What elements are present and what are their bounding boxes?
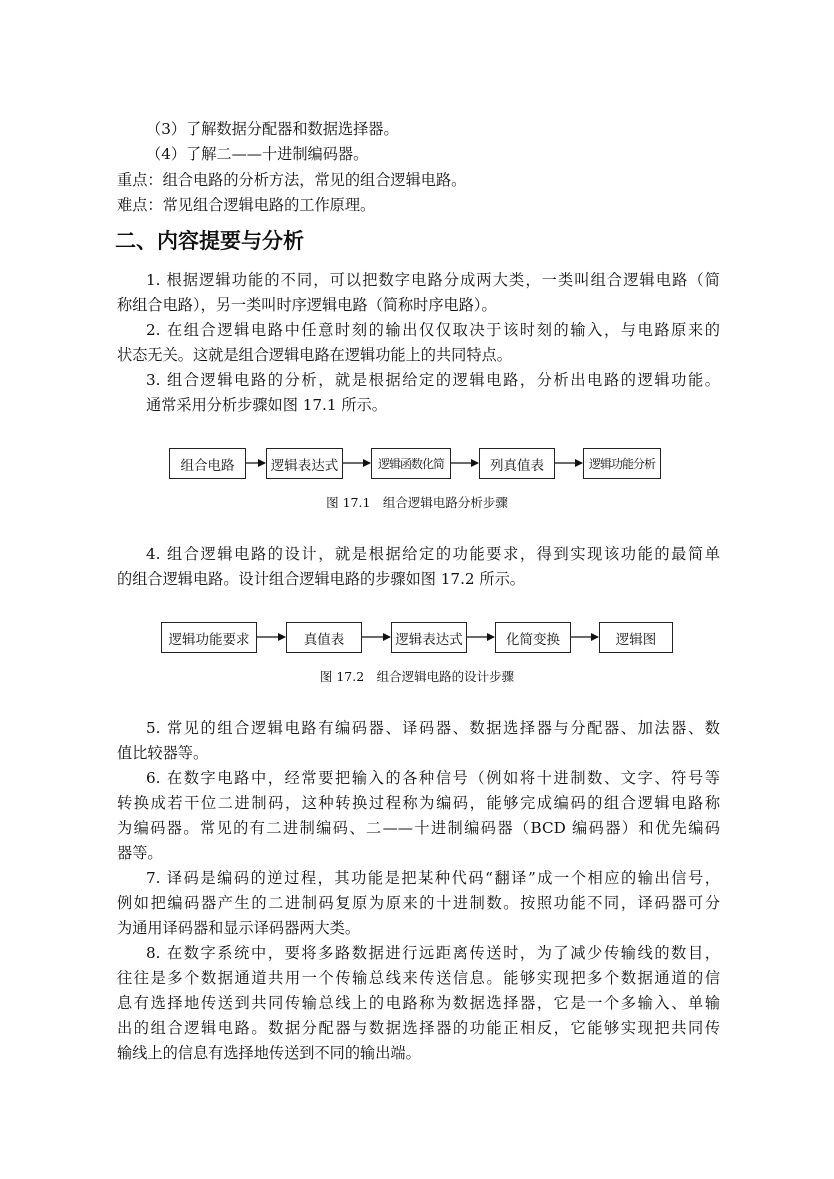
para1-line2: 称组合电路），另一类叫时序逻辑电路（简称时序电路）。: [117, 296, 497, 314]
para2-line2: 状态无关。这就是组合逻辑电路在逻辑功能上的共同特点。: [117, 346, 512, 364]
objective-4: （4）了解二——十进制编码器。: [146, 145, 369, 163]
para6-line2: 转换成若干位二进制码，这种转换过程称为编码，能够完成编码的组合逻辑电路称: [117, 794, 720, 812]
para8-line2: 往往是多个数据通道共用一个传输总线来传送信息。能够实现把多个数据通道的信: [117, 969, 720, 987]
fig2-box-logic-expression: 逻辑表达式: [391, 622, 467, 653]
fig1-box-function-simplify: 逻辑函数化简: [371, 448, 451, 479]
fig2-box-function-requirement: 逻辑功能要求: [161, 622, 257, 653]
para6-line4: 器等。: [117, 844, 163, 862]
para3-line2: 通常采用分析步骤如图 17.1 所示。: [146, 396, 387, 414]
para5-line1: 5. 常见的组合逻辑电路有编码器、译码器、数据选择器与分配器、加法器、数: [146, 719, 720, 737]
para7-line3: 为通用译码器和显示译码器两大类。: [117, 919, 360, 937]
para6-line1: 6. 在数字电路中，经常要把输入的各种信号（例如将十进制数、文字、符号等: [146, 769, 720, 787]
fig2-box-truth-table: 真值表: [286, 622, 362, 653]
fig1-box-function-analysis: 逻辑功能分析: [583, 448, 661, 479]
fig2-box-simplify-transform: 化简变换: [495, 622, 571, 653]
para8-line3: 息有选择地传送到共同传输总线上的电路称为数据选择器，它是一个多输入、单输: [117, 994, 720, 1012]
fig1-caption: 图 17.1 组合逻辑电路分析步骤: [326, 495, 508, 510]
fig2-caption: 图 17.2 组合逻辑电路的设计步骤: [319, 669, 515, 684]
fig1-box-logic-expression: 逻辑表达式: [266, 448, 343, 479]
para7-line1: 7. 译码是编码的逆过程，其功能是把某种代码“翻译”成一个相应的输出信号，: [146, 869, 720, 887]
para4-line1: 4. 组合逻辑电路的设计，就是根据给定的功能要求，得到实现该功能的最简单: [146, 545, 720, 563]
para3-line1: 3. 组合逻辑电路的分析，就是根据给定的逻辑电路，分析出电路的逻辑功能。: [146, 371, 720, 389]
para8-line1: 8. 在数字系统中，要将多路数据进行远距离传送时，为了减少传输线的数目，: [146, 944, 720, 962]
para1-line1: 1. 根据逻辑功能的不同，可以把数字电路分成两大类，一类叫组合逻辑电路（简: [146, 271, 720, 289]
para6-line3: 为编码器。常见的有二进制编码、二——十进制编码器（BCD 编码器）和优先编码: [117, 819, 720, 837]
fig2-box-logic-diagram: 逻辑图: [599, 622, 673, 653]
objective-3: （3）了解数据分配器和数据选择器。: [146, 120, 399, 138]
para8-line4: 出的组合逻辑电路。数据分配器与数据选择器的功能正相反，它能够实现把共同传: [117, 1019, 720, 1037]
fig1-box-truth-table: 列真值表: [479, 448, 555, 479]
section-heading: 二、内容提要与分析: [115, 229, 304, 253]
key-points: 重点：组合电路的分析方法，常见的组合逻辑电路。: [117, 171, 467, 189]
difficulties: 难点：常见组合逻辑电路的工作原理。: [117, 196, 376, 214]
para7-line2: 例如把编码器产生的二进制码复原为原来的十进制数。按照功能不同，译码器可分: [117, 894, 720, 912]
para8-line5: 输线上的信息有选择地传送到不同的输出端。: [117, 1044, 421, 1062]
fig1-box-combinational-circuit: 组合电路: [169, 448, 246, 479]
para2-line1: 2. 在组合逻辑电路中任意时刻的输出仅仅取决于该时刻的输入，与电路原来的: [146, 321, 720, 339]
para4-line2: 的组合逻辑电路。设计组合逻辑电路的步骤如图 17.2 所示。: [117, 570, 525, 588]
para5-line2: 值比较器等。: [117, 744, 209, 762]
